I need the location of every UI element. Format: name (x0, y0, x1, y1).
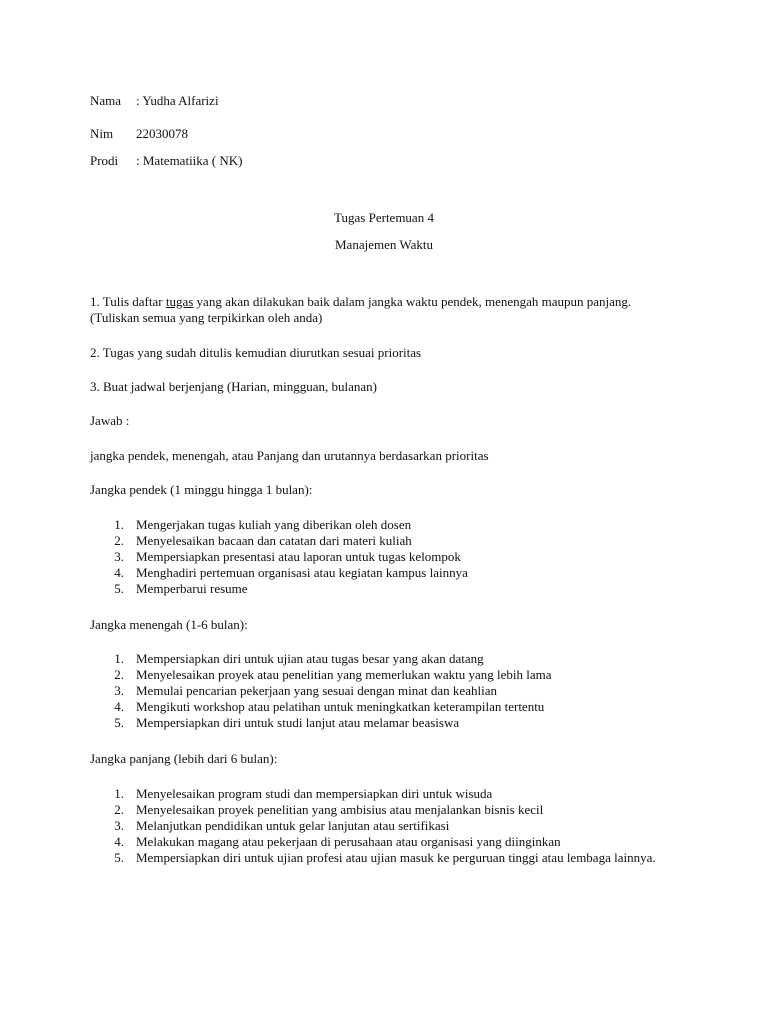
mid-term-list (0, 651, 768, 731)
list-item-number: 5. (114, 850, 124, 865)
list-item-text: Melanjutkan pendidikan untuk gelar lanjutan atau sertifikasi (136, 818, 450, 833)
list-item-number: 4. (114, 699, 124, 714)
list-item-number: 5. (114, 581, 124, 596)
list-item-text: Mempersiapkan diri untuk studi lanjut atau melamar beasiswa (136, 715, 460, 730)
list-item (0, 834, 768, 850)
document-subtitle: Manajemen Waktu (335, 237, 433, 252)
list-item (0, 517, 768, 533)
list-item (0, 667, 768, 683)
nim-label: Nim (90, 126, 114, 141)
list-item (0, 802, 768, 818)
list-item-text: Menyelesaikan program studi dan mempersiapkan diri untuk wisuda (136, 786, 493, 801)
list-item-text: Memulai pencarian pekerjaan yang sesuai dengan minat dan keahlian (136, 683, 497, 698)
list-item-text: Mempersiapkan diri untuk ujian atau tugas besar yang akan datang (136, 651, 484, 666)
list-item-number: 3. (114, 683, 124, 698)
list-item-text: Mempersiapkan diri untuk ujian profesi atau ujian masuk ke perguruan tinggi atau lembaga lainnya. (136, 850, 656, 865)
list-item-text: Menyelesaikan bacaan dan catatan dari materi kuliah (136, 533, 412, 548)
long-term-list (0, 786, 768, 882)
list-item (0, 581, 768, 597)
list-item-number: 1. (114, 786, 124, 801)
list-item-number: 2. (114, 667, 124, 682)
list-item-text: Mempersiapkan presentasi atau laporan untuk tugas kelompok (136, 549, 461, 564)
question-3: 3. Buat jadwal berjenjang (Harian, mingguan, bulanan) (90, 379, 377, 394)
section-heading-long-term: Jangka panjang (lebih dari 6 bulan): (90, 751, 278, 766)
question-2: 2. Tugas yang sudah ditulis kemudian diurutkan sesuai prioritas (90, 345, 422, 360)
list-item-number: 5. (114, 715, 124, 730)
list-item-text: Melakukan magang atau pekerjaan di perusahaan atau organisasi yang diinginkan (136, 834, 561, 849)
list-item-number: 4. (114, 834, 124, 849)
list-item (0, 786, 768, 802)
list-item-text: Memperbarui resume (136, 581, 248, 596)
list-item (0, 850, 768, 882)
answer-intro: jangka pendek, menengah, atau Panjang dan urutannya berdasarkan prioritas (90, 448, 489, 463)
document-title: Tugas Pertemuan 4 (334, 210, 434, 225)
list-item (0, 533, 768, 549)
list-item (0, 565, 768, 581)
list-item (0, 651, 768, 667)
question-1-text-after: yang akan dilakukan baik dalam jangka waktu pendek, menengah maupun panjang. (193, 294, 632, 309)
question-1 (90, 294, 631, 310)
list-item (0, 715, 768, 731)
nama-label: Nama (90, 93, 122, 108)
question-1-text-before: 1. Tulis daftar (90, 294, 166, 309)
nama-value: : Yudha Alfarizi (136, 93, 219, 108)
list-item-text: Menyelesaikan proyek penelitian yang ambisius atau menjalankan bisnis kecil (136, 802, 544, 817)
list-item-number: 2. (114, 802, 124, 817)
question-1-underlined-word: tugas (165, 294, 194, 309)
list-item (0, 549, 768, 565)
answer-label: Jawab : (90, 413, 130, 428)
list-item (0, 818, 768, 834)
nim-value: 22030078 (136, 126, 188, 141)
short-term-list (0, 517, 768, 597)
list-item-number: 3. (114, 818, 124, 833)
list-item-text: Menyelesaikan proyek atau penelitian yang memerlukan waktu yang lebih lama (136, 667, 552, 682)
list-item-number: 4. (114, 565, 124, 580)
prodi-label: Prodi (90, 153, 119, 168)
list-item-text: Menghadiri pertemuan organisasi atau kegiatan kampus lainnya (136, 565, 468, 580)
prodi-value: : Matematiika ( NK) (136, 153, 243, 168)
list-item-number: 1. (114, 517, 124, 532)
section-heading-mid-term: Jangka menengah (1-6 bulan): (90, 617, 248, 632)
list-item-text: Mengerjakan tugas kuliah yang diberikan oleh dosen (136, 517, 412, 532)
section-heading-short-term: Jangka pendek (1 minggu hingga 1 bulan): (90, 482, 313, 497)
list-item (0, 699, 768, 715)
list-item-text: Mengikuti workshop atau pelatihan untuk meningkatkan keterampilan tertentu (136, 699, 545, 714)
list-item (0, 683, 768, 699)
list-item-number: 2. (114, 533, 124, 548)
list-item-number: 3. (114, 549, 124, 564)
question-1-note: (Tuliskan semua yang terpikirkan oleh anda) (90, 310, 323, 325)
list-item-number: 1. (114, 651, 124, 666)
